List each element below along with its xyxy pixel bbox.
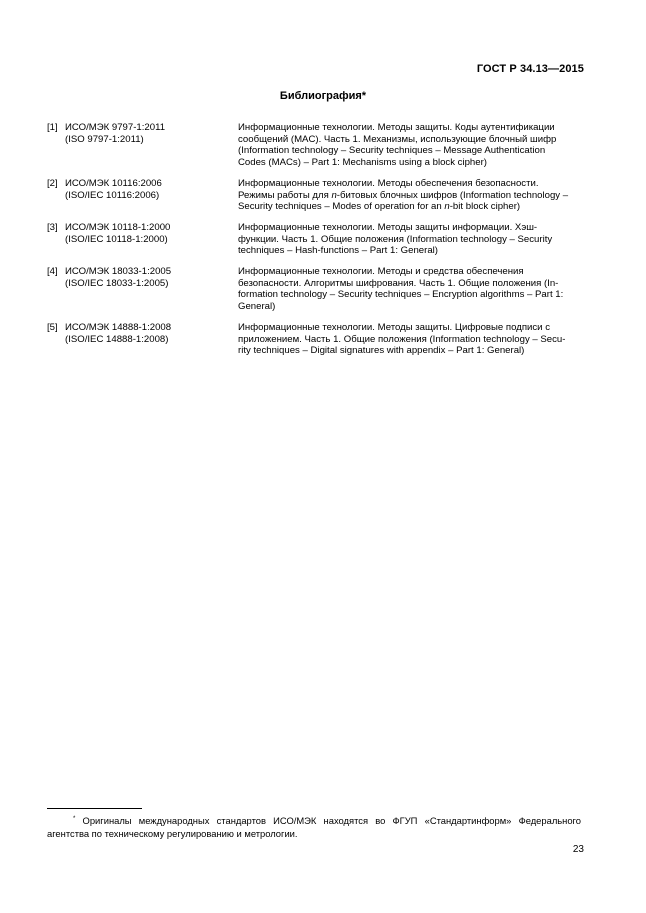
entry-code-primary: ИСО/МЭК 10118-1:2000 [65, 221, 171, 233]
entry-description [238, 322, 578, 357]
footnote-text-line2: агентства по техническому регулированию и метрологии. [47, 828, 298, 839]
bibliography-list [47, 122, 587, 366]
entry-description-line: (Information technology – Security techniques – Message Authentication [238, 145, 546, 157]
page-number: 23 [572, 844, 584, 855]
bibliography-title: Библиография* [279, 90, 367, 102]
entry-description-line: Информационные технологии. Методы защиты информации. Хэш- [238, 221, 538, 233]
bibliography-entry [47, 322, 587, 357]
entry-description-line: приложением. Часть 1. Общие положения (Information technology – Secu- [238, 333, 566, 345]
entry-code-secondary: (ISO/IEC 10116:2006) [65, 189, 160, 201]
entry-code-secondary: (ISO 9797-1:2011) [65, 133, 144, 145]
entry-description-line: сообщений (MAC). Часть 1. Механизмы, использующие блочный шифр [238, 133, 557, 145]
bibliography-entry [47, 122, 587, 169]
entry-description-line: Информационные технологии. Методы защиты. Коды аутентификации [238, 122, 555, 133]
entry-description-line: функции. Часть 1. Общие положения (Information technology – Security [238, 233, 553, 245]
entry-description [238, 222, 578, 257]
entry-standard-codes [65, 266, 230, 289]
entry-code-secondary: (ISO/IEC 14888-1:2008) [65, 333, 169, 345]
entry-description-line: Режимы работы для n-битовых блочных шифров (Information technology – [238, 189, 569, 201]
entry-description-line: techniques – Hash-functions – Part 1: General) [238, 245, 438, 257]
footnote-first-line [47, 814, 581, 827]
entry-description-line: Security techniques – Modes of operation for an n-bit block cipher) [238, 201, 521, 213]
entry-code-secondary: (ISO/IEC 18033-1:2005) [65, 277, 169, 289]
entry-description-line: formation technology – Security techniques – Encryption algorithms – Part 1: [238, 289, 564, 301]
entry-standard-codes [65, 222, 230, 245]
entry-number: [1] [47, 122, 58, 133]
entry-number: [3] [47, 221, 58, 233]
footnote-text-line1: Оригиналы международных стандартов ИСО/МЭК находятся во ФГУП «Стандартинформ» Федерального [82, 815, 581, 826]
entry-code-primary: ИСО/МЭК 18033-1:2005 [65, 266, 172, 278]
entry-standard-codes [65, 322, 230, 345]
document-id: ГОСТ Р 34.13—2015 [476, 63, 584, 75]
entry-number: [5] [47, 321, 58, 333]
entry-standard-codes [65, 122, 230, 145]
bibliography-entry [47, 222, 587, 257]
entry-code-primary: ИСО/МЭК 9797-1:2011 [65, 122, 166, 133]
entry-description-line: Информационные технологии. Методы обеспечения безопасности. [238, 177, 539, 189]
footnote [47, 814, 581, 840]
entry-description-line: Codes (MACs) – Part 1: Mechanisms using a block cipher) [238, 157, 487, 169]
bibliography-entry [47, 266, 587, 313]
bibliography-entry [47, 178, 587, 213]
entry-code-primary: ИСО/МЭК 10116:2006 [65, 177, 162, 189]
entry-code-primary: ИСО/МЭК 14888-1:2008 [65, 321, 172, 333]
entry-description-line: Информационные технологии. Методы защиты. Цифровые подписи с [238, 321, 550, 333]
entry-description [238, 122, 578, 169]
entry-number: [2] [47, 177, 58, 189]
entry-description [238, 178, 578, 213]
entry-description [238, 266, 578, 313]
footnote-divider [47, 808, 142, 809]
entry-description-line: Информационные технологии. Методы и средства обеспечения [238, 266, 524, 278]
entry-code-secondary: (ISO/IEC 10118-1:2000) [65, 233, 168, 245]
entry-description-line: безопасности. Алгоритмы шифрования. Часть 1. Общие положения (In- [238, 277, 559, 289]
entry-description-line: rity techniques – Digital signatures with appendix – Part 1: General) [238, 345, 525, 357]
entry-standard-codes [65, 178, 230, 201]
footnote-marker: * [73, 816, 76, 822]
entry-number: [4] [47, 266, 58, 278]
entry-description-line: General) [238, 301, 276, 313]
